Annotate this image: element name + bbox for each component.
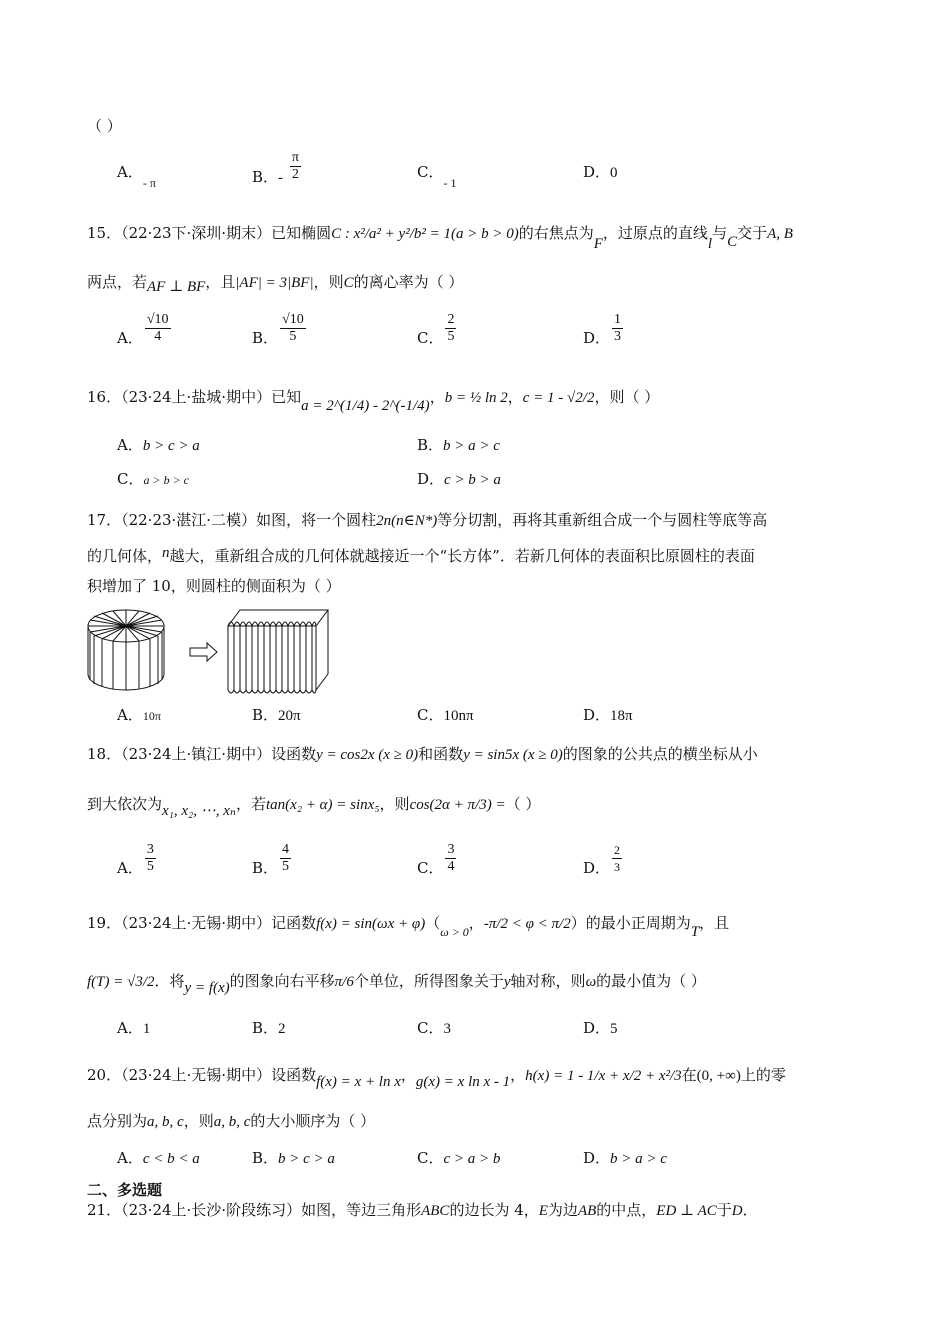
transform-arrow — [190, 643, 217, 661]
q15-stem-line2: 两点，若AF ⊥ BF，且|AF| = 3|BF|，则C的离心率为（ ） — [87, 273, 464, 295]
q18-stem-line1: 18．（23·24上·镇江·期中）设函数y = cos2x (x ≥ 0)和函数y = sin5x (x ≥ 0)的图象的公共点的横坐标从小 — [87, 745, 758, 763]
q19-stem-line1: 19．（23·24上·无锡·期中）记函数$f(x) = \sin(\omega x + \varphi)(_{\omega > 0}$，-π/2 < φ < π/2）的最小正周期为T，且 — [87, 914, 730, 940]
q15-ellipse-equation: C : x²/a² + y²/b² = 1(a > b > 0) — [331, 226, 519, 242]
q17-stem-line2: 的几何体，n越大，重新组合成的几何体就越接近一个“长方体”．若新几何体的表面积比原圆柱的表面 — [87, 545, 755, 565]
q16-stem: 16．（23·24上·盐城·期中）已知a = 2^(1/4) - 2^(-1/4)，b = ½ ln 2，c = 1 - √2/2，则（ ） — [87, 388, 660, 414]
q19-option-a: A．1 — [117, 1019, 151, 1037]
section-heading: 二、多选题 — [87, 1182, 163, 1199]
answer-paren: （ ） — [87, 117, 122, 135]
q14-option-a: A．$_{- \pi}$ — [117, 163, 156, 190]
q17-option-b: B．20π — [252, 706, 301, 724]
q21-stem: 21．（23·24上·长沙·阶段练习）如图，等边三角形ABC的边长为 4，E为边AB的中点，ED ⊥ AC于D． — [87, 1201, 758, 1219]
q17-option-c: C．10nπ — [417, 706, 474, 724]
q18-option-a: A． $\frac{3}{5}$ — [117, 842, 154, 877]
q14-option-b: B．- $\frac{\pi}{2}$ — [252, 150, 299, 186]
q19-option-b: B．2 — [252, 1019, 286, 1037]
q19-option-d: D．5 — [583, 1019, 618, 1037]
q17-option-d: D．18π — [583, 706, 633, 724]
q14-option-d: D．0 — [583, 163, 618, 181]
q17-cylinder-figure — [87, 606, 357, 700]
q20-option-b: B．b > c > a — [252, 1149, 335, 1167]
q16-option-d: D．c > b > a — [417, 470, 501, 488]
q15-stem-line1: 15．（22·23下·深圳·期末）已知椭圆C : x²/a² + y²/b² = 1(a > b > 0)的右焦点为F，过原点的直线l与C交于A, B — [87, 224, 793, 252]
rearranged-solid — [228, 610, 328, 693]
q16-option-c: C．a > b > c — [117, 470, 190, 488]
q20-option-c: C．c > a > b — [417, 1149, 501, 1167]
q20-option-d: D．b > a > c — [583, 1149, 667, 1167]
q19-stem-line2: f(T) = √3/2．将y = f(x)的图象向右平移π/6个单位，所得图象关于y轴对称，则ω的最小值为（ ） — [87, 972, 706, 996]
q18-option-d: D． $\frac{2}{3}$ — [583, 843, 621, 877]
q16-option-b: B．b > a > c — [417, 436, 500, 454]
q18-option-b: B． $\frac{4}{5}$ — [252, 842, 290, 877]
q15-option-a: A． $\frac{√10}{4}$ — [117, 312, 169, 347]
q15-option-c: C． $\frac{2}{5}$ — [417, 312, 455, 347]
q17-option-a: A．10π — [117, 706, 161, 724]
q18-stem-line2: 到大依次为x₁, x₂, ⋯, xₙ，若tan(x₂ + α) = sinx₅，则cos(2α + π/3) =（ ） — [87, 795, 541, 819]
q20-option-a: A．c < b < a — [117, 1149, 200, 1167]
q20-stem-line1: 20．（23·24上·无锡·期中）设函数f(x) = x + ln x，g(x) = x ln x - 1，h(x) = 1 - 1/x + x/2 + x²/3在(0, +∞)上的零 — [87, 1066, 786, 1090]
q14-option-c: C．$_{- 1}$ — [417, 163, 457, 190]
q17-stem-line1: 17．（22·23·湛江·二模）如图，将一个圆柱2n(n∈N*)等分切割，再将其重新组合成一个与圆柱等底等高 — [87, 511, 768, 529]
q15-option-b: B． $\frac{√10}{5}$ — [252, 312, 304, 347]
q16-option-a: A．b > c > a — [117, 436, 200, 454]
q17-stem-line3: 积增加了 10，则圆柱的侧面积为（ ） — [87, 577, 341, 595]
q15-option-d: D． $\frac{1}{3}$ — [583, 312, 622, 347]
q20-stem-line2: 点分别为a, b, c，则a, b, c的大小顺序为（ ） — [87, 1112, 376, 1130]
q19-option-c: C．3 — [417, 1019, 451, 1037]
q18-option-c: C． $\frac{3}{4}$ — [417, 842, 455, 877]
